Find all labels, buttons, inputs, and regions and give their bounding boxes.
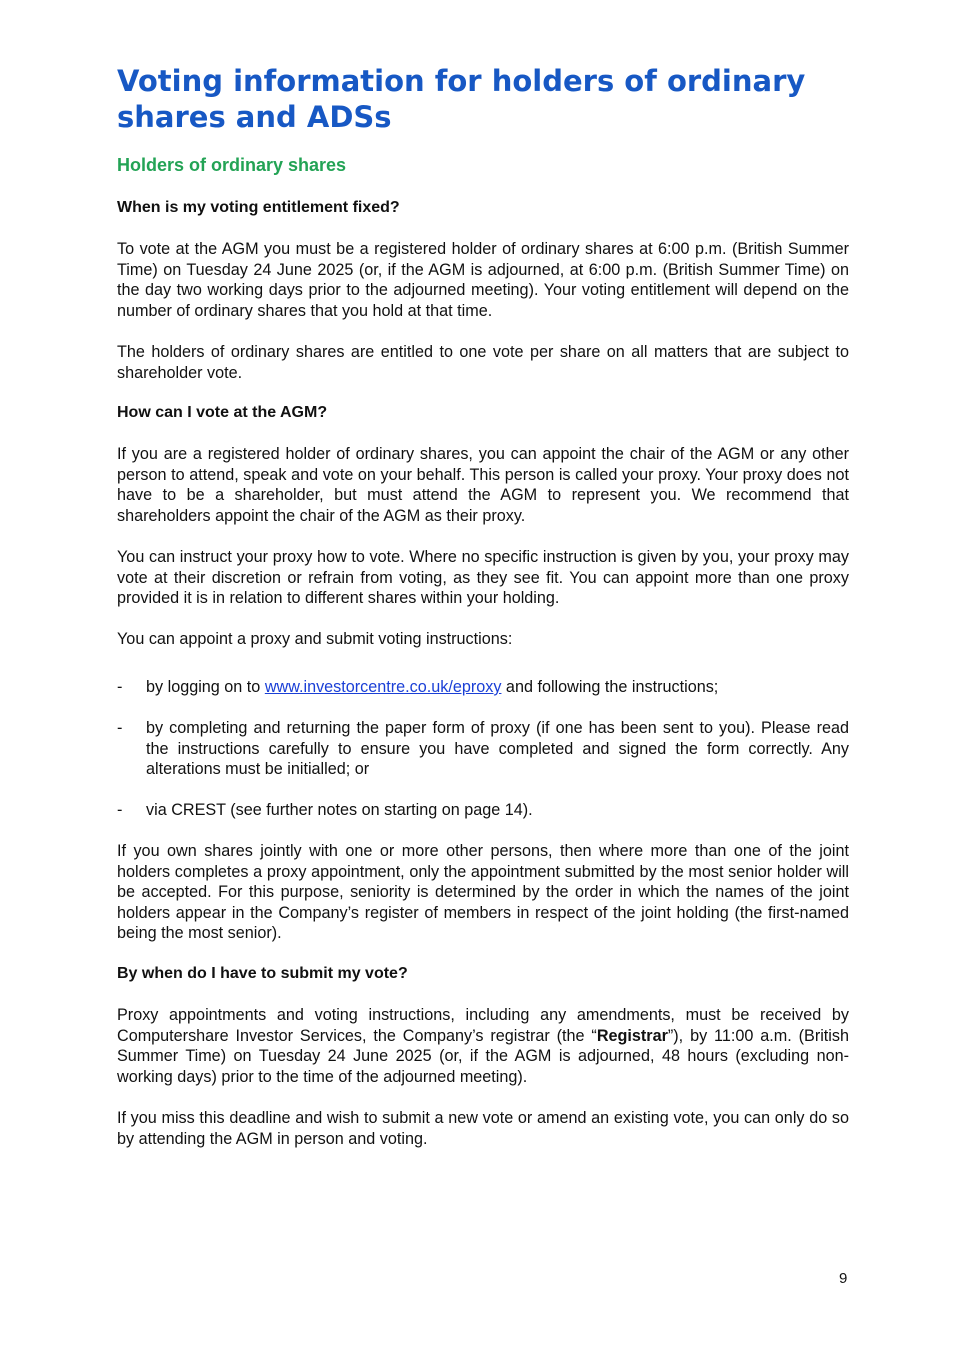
paragraph-entitlement xyxy=(117,239,849,321)
paragraph-proxy xyxy=(117,444,849,526)
paragraph-missed-deadline xyxy=(117,1108,849,1149)
question-how-to-vote xyxy=(117,403,849,423)
paragraph-one-vote xyxy=(117,342,849,383)
list-text-prefix: by logging on to xyxy=(146,678,265,696)
paragraph: The holders of ordinary shares are entitled to one vote per share on all matters that are subject to shareholder vote. xyxy=(117,343,849,382)
section-heading: Holders of ordinary shares xyxy=(117,155,347,175)
paragraph: To vote at the AGM you must be a registered holder of ordinary shares at 6:00 p.m. (British Summer Time) on Tuesday 24 June 2025 (or, if the AGM is adjourned, at 6:00 p.m. (British Summer Time) on the day two working days prior to the adjourned meeting). Your voting entitlement will depend on the number of ordinary shares that you hold at that time. xyxy=(117,240,849,320)
investorcentre-link[interactable]: www.investorcentre.co.uk/eproxy xyxy=(264,678,502,696)
paragraph-instruct-proxy xyxy=(117,547,849,609)
list-item-text xyxy=(146,677,849,698)
list-dash: - xyxy=(117,678,123,696)
question-heading: How can I vote at the AGM? xyxy=(117,404,328,421)
paragraph: If you own shares jointly with one or more other persons, then where more than one of the joint holders completes a proxy appointment, only the appointment submitted by the most senior holder will be accepted. For this purpose, seniority is determined by the order in which the names of the joint holders appear in the Company’s register of members in respect of the joint holding (the first-named being the most senior). xyxy=(117,842,849,942)
paragraph-deadline xyxy=(117,1005,849,1087)
text-run: ”), by 11:00 a.m. (British Summer Time) on Tuesday 24 June 2025 (or, if the AGM is adjourned, 48 hours (excluding non-working days) prior to the time of the adjourned meeting). xyxy=(117,1026,849,1086)
text-run: Proxy appointments and voting instructions, including any amendments, must be received by Computershare Investor Services, the Company’s registrar (the “ xyxy=(117,1006,849,1045)
list-item-paper-form xyxy=(117,718,849,780)
list-item-online xyxy=(117,677,849,698)
registrar-term: Registrar xyxy=(596,1026,668,1045)
paragraph-appoint-methods xyxy=(117,629,849,650)
list-item-crest xyxy=(117,800,849,821)
paragraph: You can instruct your proxy how to vote. Where no specific instruction is given by you, your proxy may vote at their discretion or refrain from voting, as they see fit. You can appoint more than one proxy provided it is in relation to different shares within your holding. xyxy=(117,548,849,607)
page-title: Voting information for holders of ordinary shares and ADSs xyxy=(117,64,806,134)
list-dash: - xyxy=(117,719,123,737)
list-item-text: by completing and returning the paper form of proxy (if one has been sent to you). Please read the instructions carefully to ensure you have completed and signed the form correctly. Any alterations must be initialled; or xyxy=(146,719,849,778)
paragraph: If you are a registered holder of ordinary shares, you can appoint the chair of the AGM or any other person to attend, speak and vote on your behalf. This person is called your proxy. Your proxy does not have to be a shareholder, but must attend the AGM to represent you. We recommend that shareholders appoint the chair of the AGM as their proxy. xyxy=(117,445,849,525)
list-dash: - xyxy=(117,801,123,819)
question-heading: When is my voting entitlement fixed? xyxy=(117,199,400,216)
paragraph xyxy=(117,1005,849,1087)
question-heading: By when do I have to submit my vote? xyxy=(117,965,408,982)
paragraph: You can appoint a proxy and submit voting instructions: xyxy=(117,630,513,648)
paragraph-joint-holders xyxy=(117,841,849,944)
question-deadline xyxy=(117,964,849,984)
list-text-suffix: and following the instructions; xyxy=(501,678,719,696)
paragraph: If you miss this deadline and wish to submit a new vote or amend an existing vote, you can only do so by attending the AGM in person and voting. xyxy=(117,1109,849,1148)
question-voting-entitlement xyxy=(117,198,849,218)
page-number: 9 xyxy=(839,1270,848,1287)
list-item-text: via CREST (see further notes on starting on page 14). xyxy=(146,801,533,819)
